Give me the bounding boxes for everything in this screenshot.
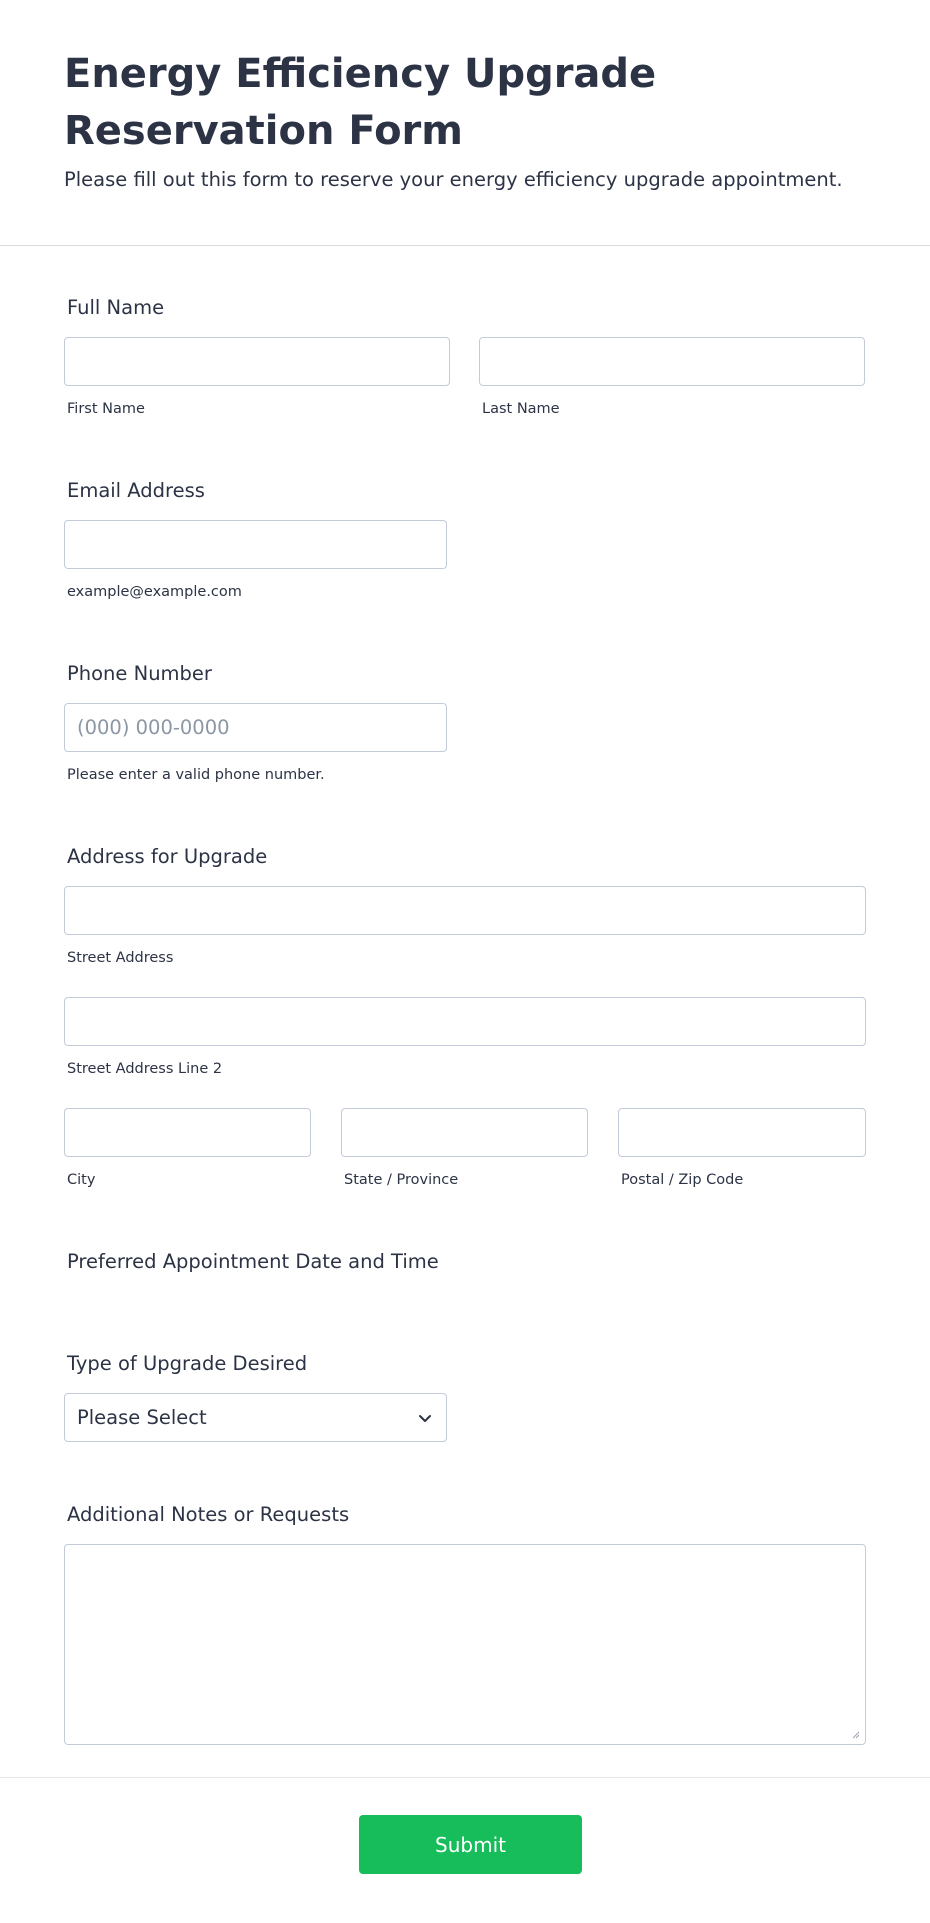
- email-input[interactable]: [64, 520, 447, 569]
- zip-input[interactable]: [618, 1108, 866, 1157]
- street-address-line2-sublabel: Street Address Line 2: [67, 1061, 223, 1077]
- upgrade-type-selected-value: Please Select: [77, 1406, 207, 1429]
- street-address-input[interactable]: [64, 886, 866, 935]
- email-sublabel: example@example.com: [67, 584, 242, 600]
- upgrade-type-select[interactable]: [64, 1393, 447, 1442]
- last-name-sublabel: Last Name: [482, 401, 560, 417]
- notes-textarea[interactable]: [64, 1544, 866, 1745]
- first-name-input[interactable]: [64, 337, 450, 386]
- city-input[interactable]: [64, 1108, 311, 1157]
- full-name-label: Full Name: [67, 296, 165, 319]
- phone-sublabel: Please enter a valid phone number.: [67, 767, 325, 783]
- appointment-label: Preferred Appointment Date and Time: [67, 1250, 439, 1273]
- phone-input[interactable]: [64, 703, 447, 752]
- form-title: Energy Efficiency Upgrade Reservation Form: [64, 51, 657, 154]
- city-sublabel: City: [67, 1172, 96, 1188]
- resize-grip-icon[interactable]: [851, 1730, 860, 1739]
- form-subtitle: Please fill out this form to reserve your energy efficiency upgrade appointment.: [64, 168, 843, 191]
- zip-sublabel: Postal / Zip Code: [621, 1172, 744, 1188]
- form-header: [0, 0, 930, 246]
- phone-label: Phone Number: [67, 662, 212, 685]
- upgrade-type-label: Type of Upgrade Desired: [67, 1352, 308, 1375]
- chevron-down-icon: [416, 1409, 434, 1427]
- street-address-line2-input[interactable]: [64, 997, 866, 1046]
- notes-label: Additional Notes or Requests: [67, 1503, 350, 1526]
- email-label: Email Address: [67, 479, 205, 502]
- submit-button[interactable]: Submit: [359, 1815, 582, 1874]
- first-name-sublabel: First Name: [67, 401, 145, 417]
- footer-divider: [0, 1777, 930, 1778]
- address-label: Address for Upgrade: [67, 845, 268, 868]
- street-address-sublabel: Street Address: [67, 950, 174, 966]
- last-name-input[interactable]: [479, 337, 865, 386]
- state-input[interactable]: [341, 1108, 588, 1157]
- notes-wrapper: [64, 1544, 866, 1745]
- state-sublabel: State / Province: [344, 1172, 459, 1188]
